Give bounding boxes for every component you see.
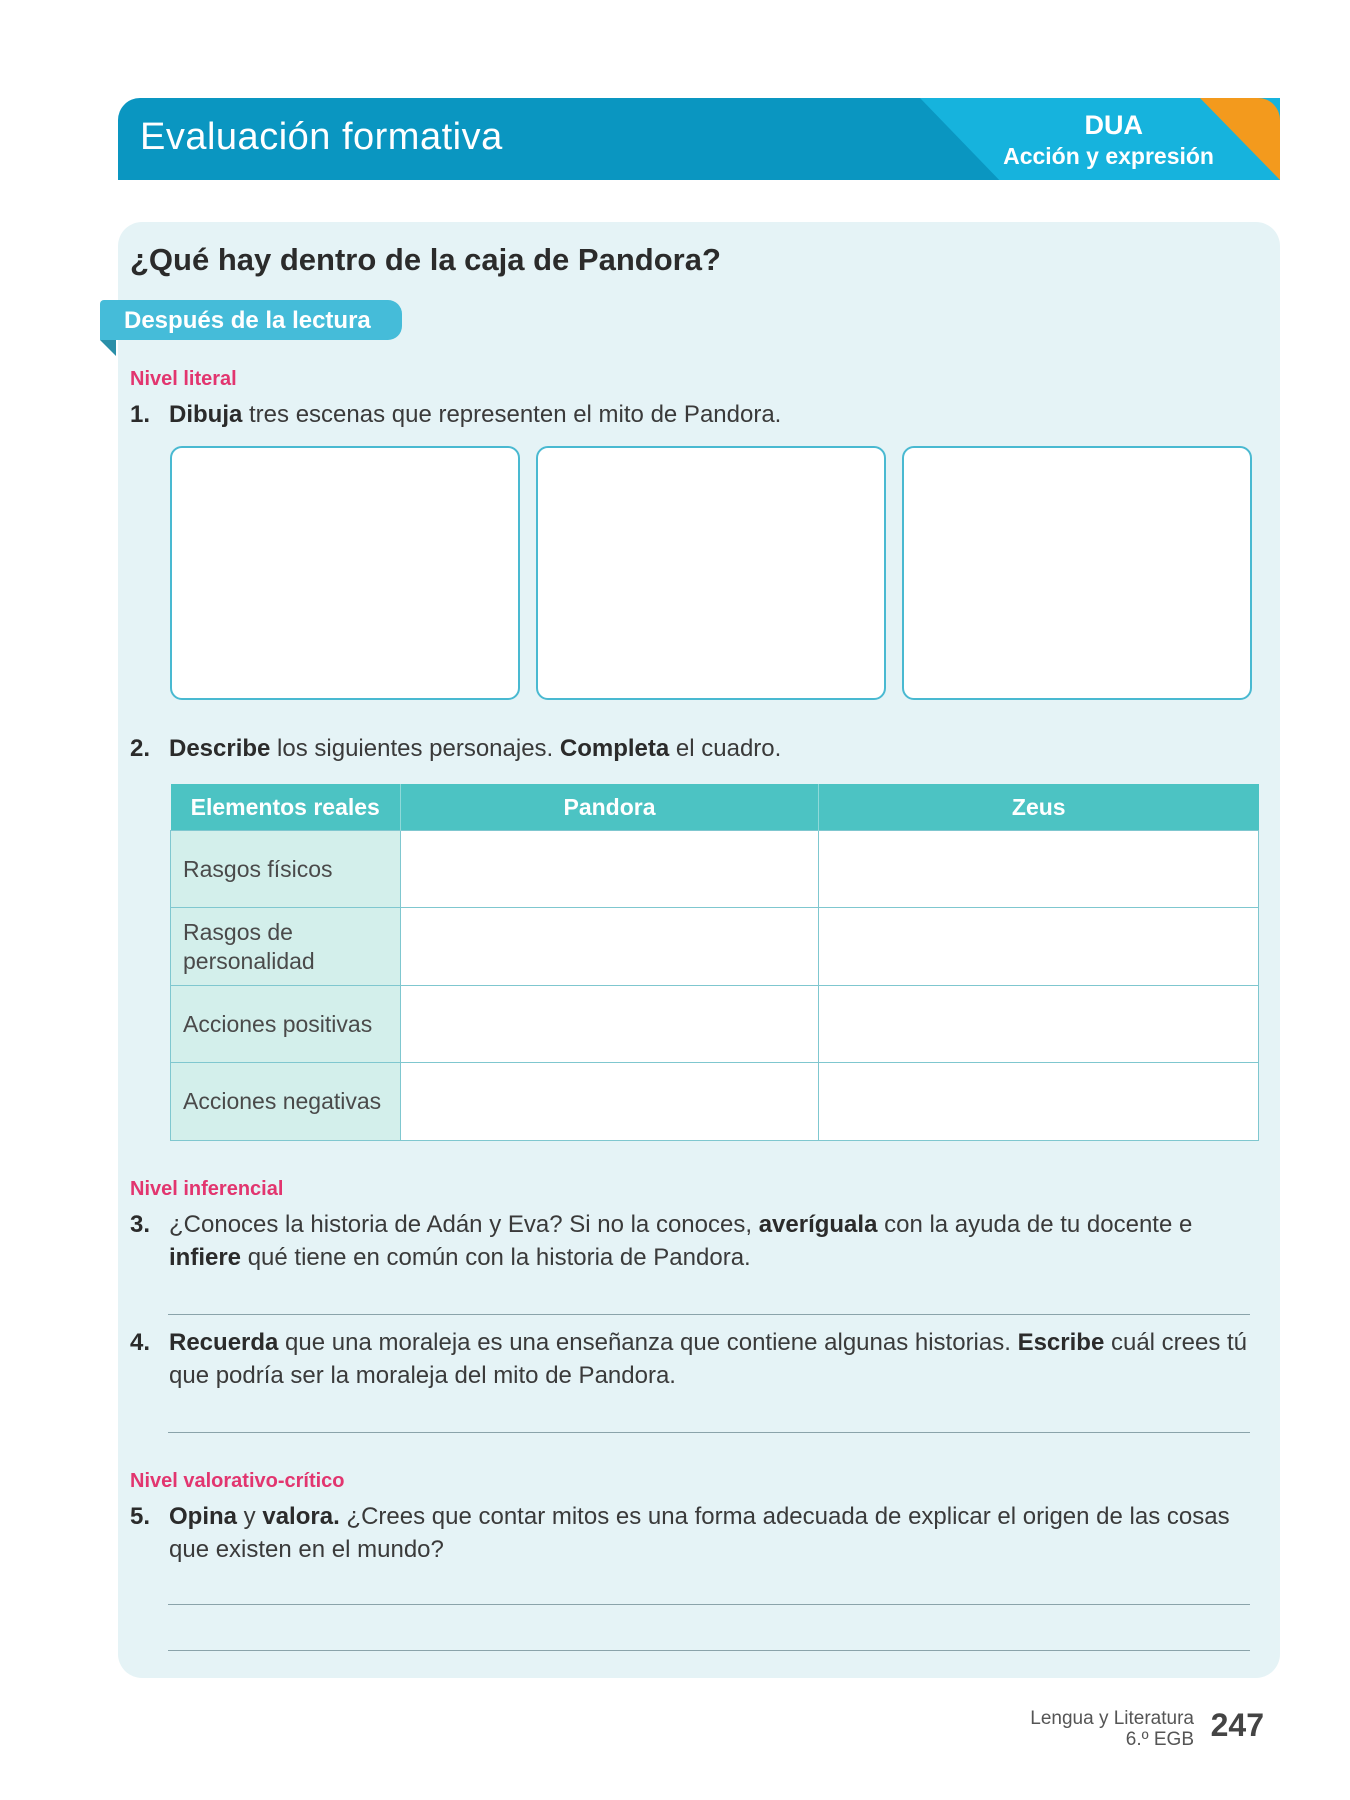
row-label: Rasgos físicos xyxy=(171,831,401,908)
question-4 xyxy=(130,1326,1260,1392)
column-header: Zeus xyxy=(819,784,1259,831)
table-row xyxy=(171,831,1259,908)
question-5 xyxy=(130,1500,1260,1566)
question-number: 4. xyxy=(130,1329,151,1356)
question-text: y xyxy=(237,1503,263,1530)
question-text: ¿Crees que contar mitos es una forma adecuada de explicar el origen de las cosas que existen en el mundo? xyxy=(169,1503,1230,1563)
grade-label: 6.º EGB xyxy=(1125,1729,1194,1750)
answer-line[interactable] xyxy=(168,1650,1250,1651)
answer-cell-pandora[interactable] xyxy=(401,831,819,908)
level-literal-heading: Nivel literal xyxy=(130,368,237,390)
page-title: Evaluación formativa xyxy=(140,116,503,158)
answer-line[interactable] xyxy=(168,1432,1250,1433)
section-tab-label: Después de la lectura xyxy=(124,307,371,334)
question-verb: infiere xyxy=(169,1244,242,1271)
drawing-box-2[interactable] xyxy=(536,446,886,700)
answer-cell-zeus[interactable] xyxy=(819,908,1259,986)
question-number: 1. xyxy=(130,401,151,428)
question-verb: Escribe xyxy=(1017,1329,1105,1356)
subject-name: Lengua y Literatura xyxy=(1030,1708,1194,1729)
question-number: 5. xyxy=(130,1503,151,1530)
question-verb: Opina xyxy=(169,1503,238,1530)
question-text: cuál crees tú que podría ser la moraleja del mito de Pandora. xyxy=(169,1329,1248,1389)
question-text: que una moraleja es una enseñanza que contiene algunas historias. xyxy=(278,1329,1018,1356)
question-verb: Dibuja xyxy=(169,401,243,428)
answer-line[interactable] xyxy=(168,1604,1250,1605)
table-row xyxy=(171,986,1259,1063)
question-verb: Completa xyxy=(559,735,670,762)
table-row xyxy=(171,908,1259,986)
drawing-box-3[interactable] xyxy=(902,446,1252,700)
question-text: los siguientes personajes. xyxy=(270,735,560,762)
question-text: tres escenas que representen el mito de Pandora. xyxy=(242,401,782,428)
dua-subtitle: Acción y expresión xyxy=(1003,143,1214,169)
question-text: ¿Conoces la historia de Adán y Eva? Si no la conoces, xyxy=(169,1211,759,1238)
question-1 xyxy=(130,398,1260,431)
row-label: Acciones negativas xyxy=(171,1063,401,1141)
question-3 xyxy=(130,1208,1260,1274)
answer-cell-zeus[interactable] xyxy=(819,986,1259,1063)
question-verb: valora. xyxy=(262,1503,340,1530)
drawing-box-1[interactable] xyxy=(170,446,520,700)
question-title: ¿Qué hay dentro de la caja de Pandora? xyxy=(130,242,721,277)
level-critico-heading: Nivel valorativo-crítico xyxy=(130,1470,345,1492)
question-verb: Describe xyxy=(169,735,271,762)
question-text: qué tiene en común con la historia de Pandora. xyxy=(241,1244,751,1271)
page-number: 247 xyxy=(1210,1707,1264,1743)
answer-cell-zeus[interactable] xyxy=(819,1063,1259,1141)
dua-label: DUA xyxy=(1084,110,1143,140)
answer-cell-zeus[interactable] xyxy=(819,831,1259,908)
question-text: con la ayuda de tu docente e xyxy=(877,1211,1193,1238)
table-row xyxy=(171,1063,1259,1141)
row-label: Acciones positivas xyxy=(171,986,401,1063)
footer-subject xyxy=(1030,1708,1194,1750)
table-header-row xyxy=(171,784,1259,831)
section-tab xyxy=(100,300,402,340)
answer-cell-pandora[interactable] xyxy=(401,908,819,986)
answer-cell-pandora[interactable] xyxy=(401,1063,819,1141)
question-2 xyxy=(130,732,1260,765)
question-number: 2. xyxy=(130,735,151,762)
column-header: Pandora xyxy=(401,784,819,831)
row-label: Rasgos de personalidad xyxy=(171,908,401,986)
column-header: Elementos reales xyxy=(171,784,401,831)
answer-cell-pandora[interactable] xyxy=(401,986,819,1063)
answer-line[interactable] xyxy=(168,1314,1250,1315)
question-text: el cuadro. xyxy=(669,735,782,762)
question-verb: averíguala xyxy=(758,1211,878,1238)
character-table xyxy=(170,784,1259,1141)
header-banner xyxy=(118,98,1280,180)
question-verb: Recuerda xyxy=(169,1329,279,1356)
question-number: 3. xyxy=(130,1211,151,1238)
level-inferencial-heading: Nivel inferencial xyxy=(130,1178,284,1200)
